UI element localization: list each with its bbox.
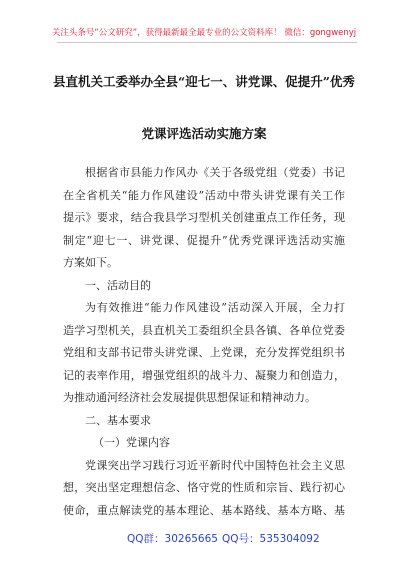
purpose-line: 为有效推进“能力作风建设”活动深入开展，全力打 (85, 301, 345, 314)
intro-line: 提示》要求，结合我县学习型机关创建重点工作任务，现 (63, 211, 345, 224)
document-title-line-2: 党课评选活动实施方案 (141, 126, 267, 141)
footer-qq-number: QQ号：535304092 (222, 533, 320, 545)
purpose-line: 记的表率作用，增强党组织的战斗力、凝聚力和创造力， (63, 368, 345, 382)
content-line: 使命，重点解读党的基本理论、基本路线、基本方略、基 (63, 503, 345, 517)
header-divider (57, 42, 357, 43)
document-body (63, 162, 345, 522)
purpose-line: 党组和支部书记带头讲党课、上党课，充分发挥党组织书 (63, 346, 345, 359)
header-promo-note: 关注头条号“公文研究”，获得最新最全最专业的公文资料库！ 微信：gongwenyj (51, 28, 357, 38)
subsection-heading-content: （一）党课内容 (93, 436, 170, 449)
footer-qq-group: QQ群：30265665 (127, 533, 218, 545)
document-title-line-1: 县直机关工委举办全县“迎七一、讲党课、促提升”优秀 (53, 74, 355, 89)
purpose-line: 为推动通河经济社会发展提供思想保证和精神动力。 (63, 391, 316, 404)
content-line: 想，突出坚定理想信念、恪守党的性质和宗旨、践行初心 (63, 481, 345, 494)
intro-line: 方案如下。 (63, 256, 118, 269)
intro-line: 制定“迎七一、讲党课、促提升”优秀党课评选活动实施 (63, 233, 345, 247)
intro-line: 在全省机关“能力作风建设”活动中带头讲党课有关工作 (63, 188, 345, 202)
section-heading-requirements: 二、基本要求 (85, 413, 151, 427)
intro-line: 根据省市县能力作风办《关于各级党组（党委）书记 (85, 166, 345, 179)
purpose-line: 造学习型机关，县直机关工委组织全县各镇、各单位党委 (63, 323, 345, 337)
content-line: 党课突出学习践行习近平新时代中国特色社会主义思 (85, 458, 345, 472)
section-heading-purpose: 一、活动目的 (85, 278, 151, 292)
